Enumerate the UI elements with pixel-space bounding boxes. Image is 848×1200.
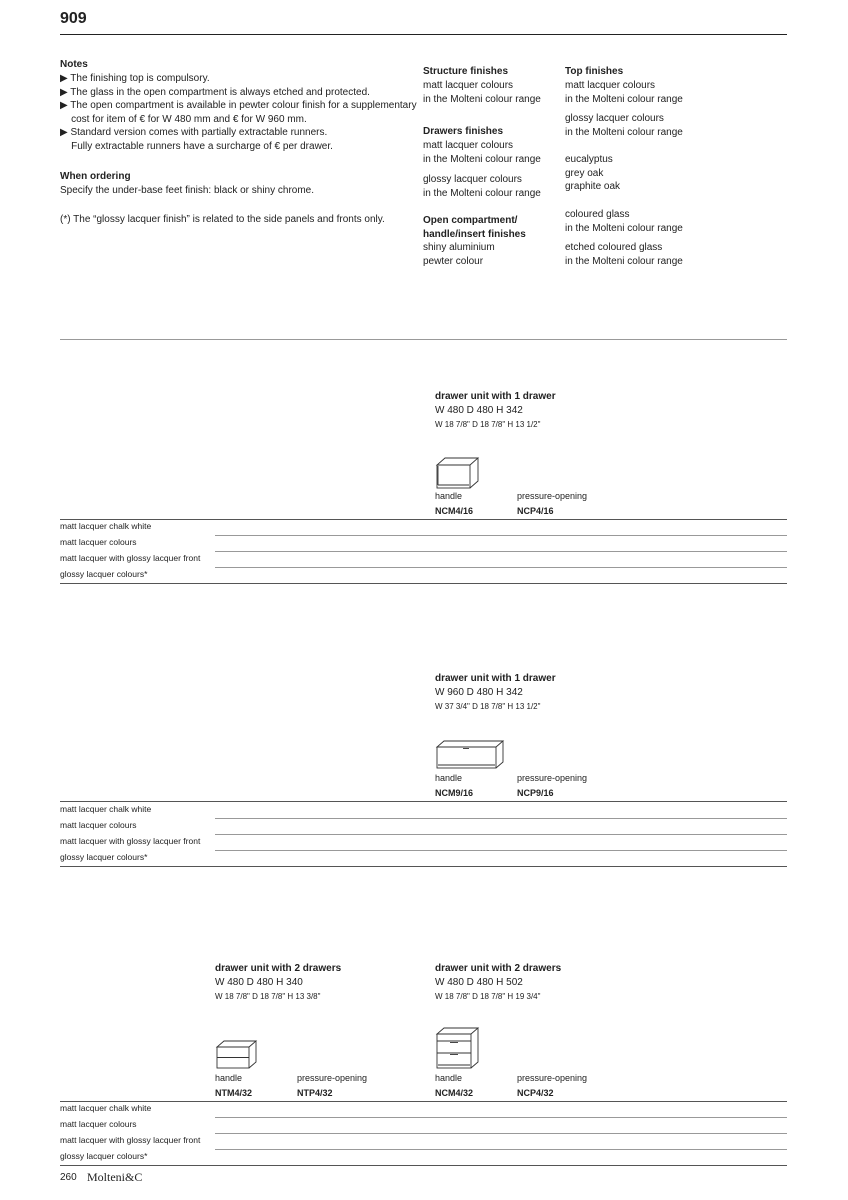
finish-line: graphite oak [565,181,621,192]
product-dims-in: W 37 3/4" D 18 7/8" H 13 1/2" [435,702,541,711]
row-label: matt lacquer chalk white [60,1103,152,1113]
product-code: NCP4/32 [517,1088,554,1098]
product-title: drawer unit with 2 drawers [215,963,342,974]
option-label-pressure: pressure-opening [517,1073,588,1083]
finish-line: in the Molteni colour range [565,255,683,267]
finish-line: in the Molteni colour range [423,153,541,165]
drawer-unit-2-drawers-tall-icon [436,1027,480,1071]
structure-finishes-title: Structure finishes [423,66,509,77]
product-code: NCP9/16 [517,788,554,798]
top-finishes-title: Top finishes [565,66,624,77]
open-title-line: handle/insert finishes [423,228,526,240]
row-rule [215,1133,787,1134]
table-bottom-rule [60,583,787,584]
finish-line: pewter colour [423,255,484,267]
row-rule [215,834,787,835]
notes-list [60,72,417,153]
footnote: (*) The “glossy lacquer finish” is related to the side panels and fronts only. [60,214,385,225]
row-rule [215,535,787,536]
product-title: drawer unit with 2 drawers [435,963,562,974]
top-finishes-5 [565,241,683,268]
notes-title: Notes [60,59,88,70]
finish-line: in the Molteni colour range [565,126,683,138]
finish-line: matt lacquer colours [565,80,656,91]
top-finishes-4 [565,208,683,235]
note-line: Fully extractable runners have a surcharge of € per drawer. [60,140,333,152]
brand-logo: Molteni&C [87,1170,143,1184]
product-title: drawer unit with 1 drawer [435,673,556,684]
row-label: matt lacquer chalk white [60,804,152,814]
option-label-handle: handle [215,1073,243,1083]
top-finishes-1 [565,79,683,106]
page-number: 260 [60,1172,77,1183]
table-top-rule [60,519,787,520]
row-label: matt lacquer colours [60,1119,137,1129]
table-top-rule [60,801,787,802]
drawers-finishes-title: Drawers finishes [423,126,504,137]
open-title-line: Open compartment/ [423,215,518,226]
note-line: cost for item of € for W 480 mm and € for W 960 mm. [60,113,307,125]
row-label: matt lacquer chalk white [60,521,152,531]
ordering-text: Specify the under-base feet finish: black or shiny chrome. [60,185,315,196]
drawers-finishes-1 [423,139,541,166]
product-code: NCM9/16 [435,788,474,798]
row-rule [215,818,787,819]
finish-line: matt lacquer colours [423,80,514,91]
drawer-unit-2-drawers-icon [216,1040,258,1070]
table-bottom-rule [60,1165,787,1166]
row-label: matt lacquer colours [60,537,137,547]
drawer-unit-wide-icon [436,740,506,770]
product-dims-mm: W 960 D 480 H 342 [435,687,523,698]
note-line: ▶ Standard version comes with partially extractable runners. [60,127,328,138]
finish-line: in the Molteni colour range [423,93,541,105]
structure-finishes [423,79,541,106]
top-finishes-2 [565,112,683,139]
finish-line: grey oak [565,167,604,179]
row-rule [215,1117,787,1118]
product-dims-in: W 18 7/8" D 18 7/8" H 13 1/2" [435,420,541,429]
option-label-handle: handle [435,773,463,783]
product-dims-mm: W 480 D 480 H 342 [435,405,523,416]
product-code: NCP4/16 [517,506,554,516]
open-compartment-finishes [423,241,495,268]
row-rule [215,850,787,851]
top-finishes-3 [565,153,620,194]
product-code: NCM4/32 [435,1088,474,1098]
note-line: ▶ The open compartment is available in pewter colour finish for a supplementary [60,100,417,111]
product-title: drawer unit with 1 drawer [435,391,556,402]
row-label: matt lacquer with glossy lacquer front [60,553,201,563]
option-label-pressure: pressure-opening [517,773,588,783]
open-compartment-title [423,214,526,241]
product-dims-in: W 18 7/8" D 18 7/8" H 19 3/4" [435,992,541,1001]
finish-line: eucalyptus [565,154,613,165]
section-divider [60,339,787,340]
note-line: ▶ The glass in the open compartment is always etched and protected. [60,86,370,98]
finish-line: etched coloured glass [565,242,663,253]
product-code: NTP4/32 [297,1088,333,1098]
finish-line: in the Molteni colour range [565,222,683,234]
option-label-handle: handle [435,1073,463,1083]
header-rule [60,34,787,35]
finish-line: glossy lacquer colours [423,174,522,185]
row-label: matt lacquer with glossy lacquer front [60,836,201,846]
row-rule [215,1149,787,1150]
option-label-pressure: pressure-opening [517,491,588,501]
row-label: matt lacquer with glossy lacquer front [60,1135,201,1145]
drawers-finishes-2 [423,173,541,200]
note-line: ▶ The finishing top is compulsory. [60,73,210,84]
finish-line: in the Molteni colour range [565,93,683,105]
product-code: NTM4/32 [215,1088,253,1098]
row-label: matt lacquer colours [60,820,137,830]
option-label-pressure: pressure-opening [297,1073,368,1083]
finish-line: glossy lacquer colours [565,113,664,124]
model-number: 909 [60,10,87,27]
product-dims-in: W 18 7/8" D 18 7/8" H 13 3/8" [215,992,321,1001]
ordering-title: When ordering [60,171,131,182]
row-label: glossy lacquer colours* [60,569,148,579]
finish-line: shiny aluminium [423,242,495,253]
finish-line: matt lacquer colours [423,140,514,151]
product-code: NCM4/16 [435,506,474,516]
finish-line: coloured glass [565,209,630,220]
drawer-unit-1-drawer-icon [436,457,480,489]
product-dims-mm: W 480 D 480 H 502 [435,977,523,988]
finish-line: in the Molteni colour range [423,187,541,199]
table-bottom-rule [60,866,787,867]
row-label: glossy lacquer colours* [60,852,148,862]
table-top-rule [60,1101,787,1102]
product-dims-mm: W 480 D 480 H 340 [215,977,303,988]
option-label-handle: handle [435,491,463,501]
row-rule [215,551,787,552]
row-rule [215,567,787,568]
row-label: glossy lacquer colours* [60,1151,148,1161]
